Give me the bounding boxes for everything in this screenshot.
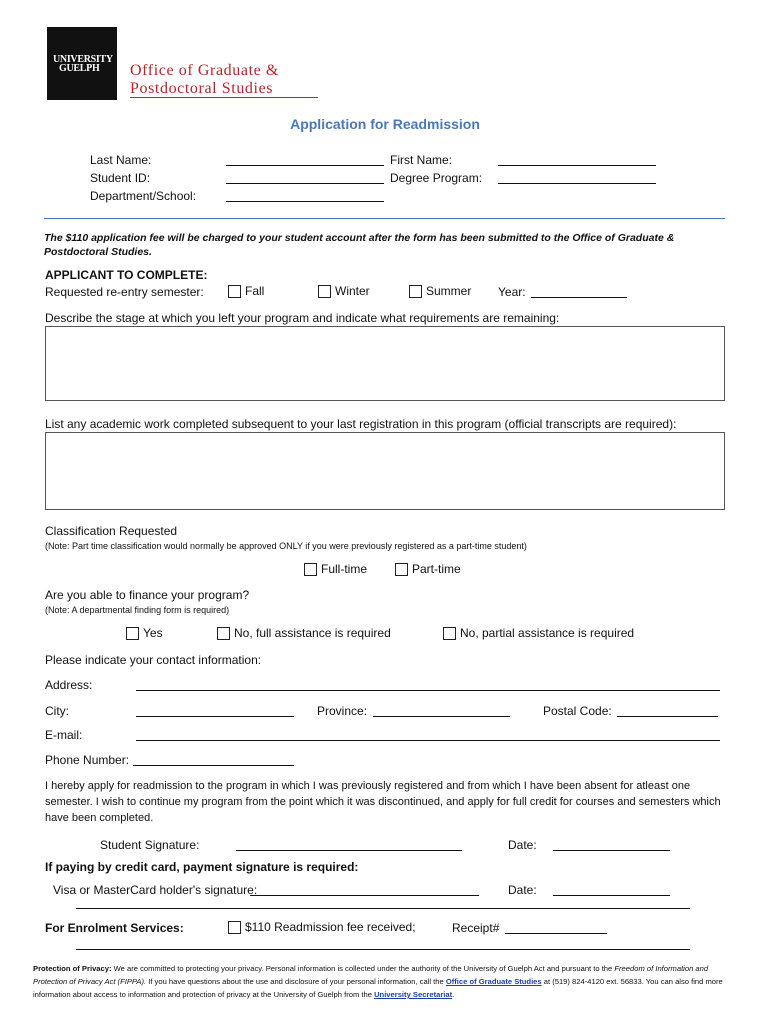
university-logo — [47, 27, 117, 100]
office-divider — [130, 97, 318, 98]
address-label: Address: — [45, 678, 93, 692]
privacy-heading: Protection of Privacy: — [33, 964, 112, 973]
finance-no-partial-checkbox[interactable] — [443, 627, 456, 640]
phone-label: Phone Number: — [45, 753, 130, 767]
summer-label: Summer — [426, 284, 472, 298]
year-label: Year: — [498, 285, 526, 299]
first-name-field[interactable] — [498, 153, 656, 166]
applicant-heading: APPLICANT TO COMPLETE: — [45, 268, 208, 282]
privacy-text-1: We are committed to protecting your privacy. Personal information is collected under the authority of the University of Guelph Act and pursuant to the — [113, 964, 613, 973]
office-name-line-2: Postdoctoral Studies — [130, 80, 274, 97]
email-label: E-mail: — [45, 728, 83, 742]
fall-option[interactable] — [228, 284, 264, 298]
privacy-end: . — [452, 990, 455, 999]
postal-code-field[interactable] — [617, 704, 718, 717]
finance-note: (Note: A departmental finding form is required) — [45, 605, 230, 615]
student-signature-label: Student Signature: — [100, 838, 200, 852]
privacy-act-name: Freedom of Information and Protection of Privacy Act (FIPPA). — [33, 964, 709, 986]
department-label: Department/School: — [90, 189, 197, 203]
last-name-field[interactable] — [226, 153, 384, 166]
finance-no-partial-option[interactable] — [443, 626, 634, 640]
semester-label: Requested re-entry semester: — [45, 285, 204, 299]
credit-card-heading: If paying by credit card, payment signature is required: — [45, 860, 359, 874]
province-label: Province: — [317, 704, 368, 718]
office-graduate-studies-link[interactable]: Office of Graduate Studies — [445, 977, 542, 986]
section-divider — [44, 218, 725, 219]
privacy-notice — [33, 962, 733, 1001]
fee-received-checkbox[interactable] — [228, 921, 241, 934]
student-date-field[interactable] — [553, 838, 670, 851]
card-date-field[interactable] — [553, 883, 670, 896]
office-name-line-1: Office of Graduate & — [130, 62, 279, 79]
finance-no-full-option[interactable] — [217, 626, 391, 640]
fall-checkbox[interactable] — [228, 285, 241, 298]
describe-label: Describe the stage at which you left your program and indicate what requirements are remaining: — [45, 311, 560, 325]
receipt-label: Receipt# — [452, 921, 500, 935]
contact-label: Please indicate your contact information: — [45, 653, 262, 667]
part-time-option[interactable] — [395, 562, 461, 576]
card-holder-signature-field[interactable] — [250, 883, 479, 896]
summer-option[interactable] — [409, 284, 471, 298]
enrolment-top-rule — [76, 908, 690, 909]
finance-yes-label: Yes — [143, 626, 163, 640]
student-id-field[interactable] — [226, 171, 384, 184]
fee-note: The $110 application fee will be charged to your student account after the form has been submitted to the Office of Graduate & Postdoctoral Studies. — [44, 232, 675, 258]
receipt-field[interactable] — [505, 921, 607, 934]
first-name-label: First Name: — [390, 153, 453, 167]
office-name — [130, 62, 279, 98]
winter-label: Winter — [335, 284, 370, 298]
department-field[interactable] — [226, 189, 384, 202]
classification-label: Classification Requested — [45, 524, 178, 538]
year-field[interactable] — [531, 285, 627, 298]
card-date-label: Date: — [508, 883, 537, 897]
degree-program-field[interactable] — [498, 171, 656, 184]
declaration-text: I hereby apply for readmission to the program in which I was previously registered and from which I have been absent for atleast one semester. I wish to continue my program from the point which it was discontinued, and apply for full credit for courses and semesters which have been completed. — [45, 780, 721, 824]
winter-option[interactable] — [318, 284, 370, 298]
logo-line-2: GUELPH — [59, 63, 100, 74]
summer-checkbox[interactable] — [409, 285, 422, 298]
province-field[interactable] — [373, 704, 510, 717]
winter-checkbox[interactable] — [318, 285, 331, 298]
part-time-label: Part-time — [412, 562, 461, 576]
degree-program-label: Degree Program: — [390, 171, 483, 185]
describe-textbox[interactable] — [45, 326, 725, 401]
finance-yes-option[interactable] — [126, 626, 163, 640]
address-field[interactable] — [136, 678, 720, 691]
card-holder-label: Visa or MasterCard holder's signature: — [53, 883, 258, 897]
classification-note: (Note: Part time classification would normally be approved ONLY if you were previously registered as a part-time student) — [45, 541, 527, 551]
enrolment-label: For Enrolment Services: — [45, 921, 184, 935]
finance-yes-checkbox[interactable] — [126, 627, 139, 640]
student-signature-field[interactable] — [236, 838, 462, 851]
logo-line-1: UNIVERSITY — [53, 54, 113, 65]
academic-work-label: List any academic work completed subsequent to your last registration in this program (official transcripts are required): — [45, 417, 677, 431]
student-date-label: Date: — [508, 838, 537, 852]
page-title: Application for Readmission — [290, 116, 480, 132]
full-time-label: Full-time — [321, 562, 368, 576]
fee-received-label: $110 Readmission fee received; — [245, 920, 416, 934]
phone-field[interactable] — [133, 753, 294, 766]
email-field[interactable] — [136, 728, 720, 741]
fall-label: Fall — [245, 284, 265, 298]
last-name-label: Last Name: — [90, 153, 152, 167]
finance-no-full-label: No, full assistance is required — [234, 626, 391, 640]
academic-work-textbox[interactable] — [45, 432, 725, 510]
finance-label: Are you able to finance your program? — [45, 588, 250, 602]
logo-text — [53, 55, 113, 73]
student-id-label: Student ID: — [90, 171, 151, 185]
university-secretariat-link[interactable]: University Secretariat — [374, 990, 453, 999]
city-field[interactable] — [136, 704, 294, 717]
finance-no-partial-label: No, partial assistance is required — [460, 626, 635, 640]
full-time-checkbox[interactable] — [304, 563, 317, 576]
privacy-text-3: at (519) 824-4120 ext. 56833. You can also find more information about access to information and protection of privacy at the University of Guelph from the — [33, 977, 723, 999]
full-time-option[interactable] — [304, 562, 367, 576]
part-time-checkbox[interactable] — [395, 563, 408, 576]
fee-received-option[interactable] — [228, 920, 416, 934]
finance-no-full-checkbox[interactable] — [217, 627, 230, 640]
privacy-text-2: If you have questions about the use and disclosure of your personal information, call the — [148, 977, 444, 986]
enrolment-bottom-rule — [76, 949, 690, 950]
postal-code-label: Postal Code: — [543, 704, 612, 718]
city-label: City: — [45, 704, 69, 718]
